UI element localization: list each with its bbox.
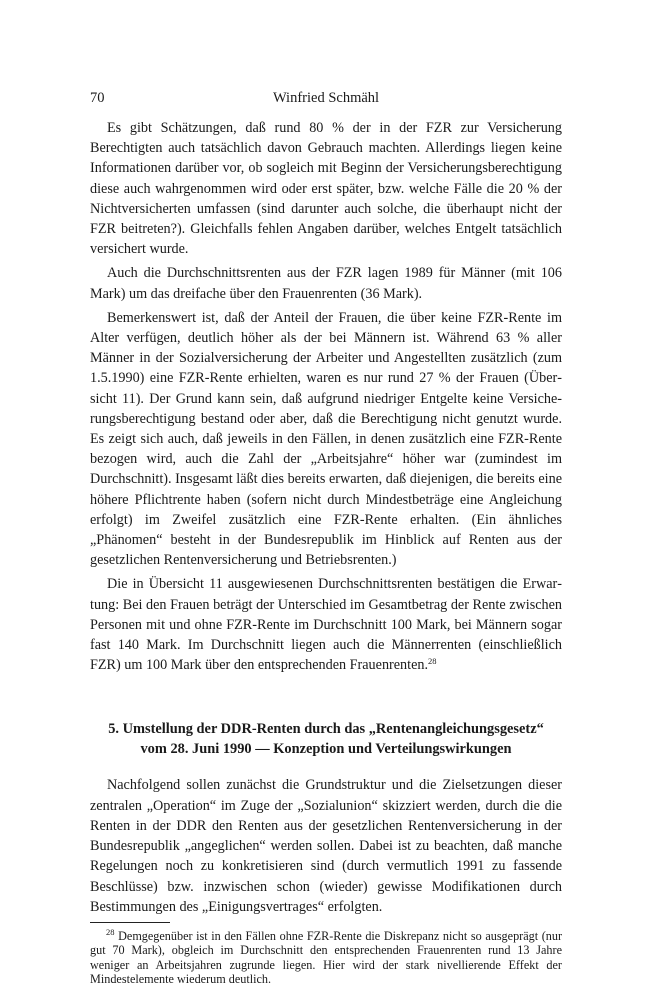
footnote-reference[interactable]: 28 — [428, 656, 437, 667]
page-header — [90, 90, 562, 110]
body-paragraph: Bemerkenswert ist, daß der Anteil der Frauen, die über keine FZR-Rente im Alter verfügen, deutlich höher als der bei Männern ist. Während 63 % aller Männer in der Sozialversicherung der Arbeiter und Angestellten zusätzlich (zum 1.5.1990) eine FZR-Rente erhielten, waren es nur rund 27 % der Frauen (Übersicht 11). Der Grund kann sein, daß aufgrund niedriger Entgelte keine Versicherungsberechtigung bestand oder aber, daß die Berechtigung nicht genutzt wurde. Es zeigt sich auch, daß jeweils in den Fällen, in denen zusätzlich eine FZR-Rente bezogen wird, auch die Zahl der „Arbeitsjahre“ höher war (zumindest im Durchschnitt). Insgesamt läßt dies bereits erwarten, daß diejenigen, die bereits eine höhere Pflichtrente haben (sofern nicht durch Mindestbeträge eine Angleichung erfolgt) im Zweifel zusätzlich eine FZR-Rente erhalten. (Ein ähnliches „Phänomen“ besteht in der Bundesrepublik im Hinblick auf Renten aus der gesetzlichen Rentenversicherung und Betriebsrenten.) — [90, 309, 562, 569]
running-head: Winfried Schmähl — [272, 90, 380, 106]
body-paragraph: Auch die Durchschnittsrenten aus der FZR lagen 1989 für Männer (mit 106 Mark) um das dreifache über den Frauenrenten (36 Mark). — [90, 265, 562, 302]
section-paragraph: Nachfolgend sollen zunächst die Grundstruktur und die Zielsetzungen dieser zentralen „Operation“ im Zuge der „Sozialunion“ skizziert werden, durch die die Renten in der DDR den Renten aus der gesetzlichen Rentenversicherung in der Bundesrepublik „angeglichen“ werden sollen. Dabei ist zu beachten, daß manche Regelungen noch zu konkretisieren sind (durch vermutlich 1991 zu fassende Beschlüsse) bzw. inzwischen schon (wieder) gewisse Modifikationen durch Bestimmungen des „Einigungsvertrages“ erfolgten. — [90, 777, 562, 915]
page-number: 70 — [90, 90, 105, 106]
footnote — [90, 926, 563, 987]
footnote-text: Demgegenüber ist in den Fällen ohne FZR-Rente die Diskrepanz nicht so ausgeprägt (nur gut 70 Mark), obgleich im Durchschnitt den entsprechenden Frauenrenten rund 13 Jahre weniger an Arbeitsjahren zugrunde liegen. Hier wird der stark nivellierende Effekt der Mindestelemente wiederum deutlich. — [90, 928, 563, 987]
body-paragraph: Es gibt Schätzungen, daß rund 80 % der in der FZR zur Versicherung Berechtigten auch tatsächlich davon Gebrauch machten. Allerdings liegen keine Informationen darüber vor, ob sogleich mit Beginn der Versicherungsberechtigung diese auch wahrgenommen wird oder erst später, bzw. welche Fälle die 20 % der Nichtversicherten umfassen (sind darunter auch solche, die überhaupt nicht der FZR beitreten?). Gleichfalls fehlen Angaben darüber, welches Entgelt tatsächlich versichert wurde. — [90, 120, 562, 258]
page-body — [90, 118, 562, 987]
section-heading — [90, 719, 562, 759]
footnote-number: 28 — [106, 926, 115, 937]
footnote-divider — [90, 922, 170, 923]
section-heading-line: vom 28. Juni 1990 — Konzeption und Verteilungswirkungen — [140, 741, 512, 758]
paragraph-text: Die in Übersicht 11 ausgewiesenen Durchschnittsrenten bestätigen die Erwartung: Bei den Frauen beträgt der Unterschied im Gesamtbetrag der Rente zwischen Personen mit und ohne FZR-Rente im Durchschnitt 100 Mark, bei Männern sogar fast 140 Mark. Im Durchschnitt liegen auch die Männerrenten (einschließlich FZR) um 100 Mark über den entsprechenden Frauenrenten. — [90, 576, 562, 674]
body-paragraph — [90, 574, 562, 675]
section-heading-line: 5. Umstellung der DDR-Renten durch das „Rentenangleichungsgesetz“ — [108, 721, 544, 738]
